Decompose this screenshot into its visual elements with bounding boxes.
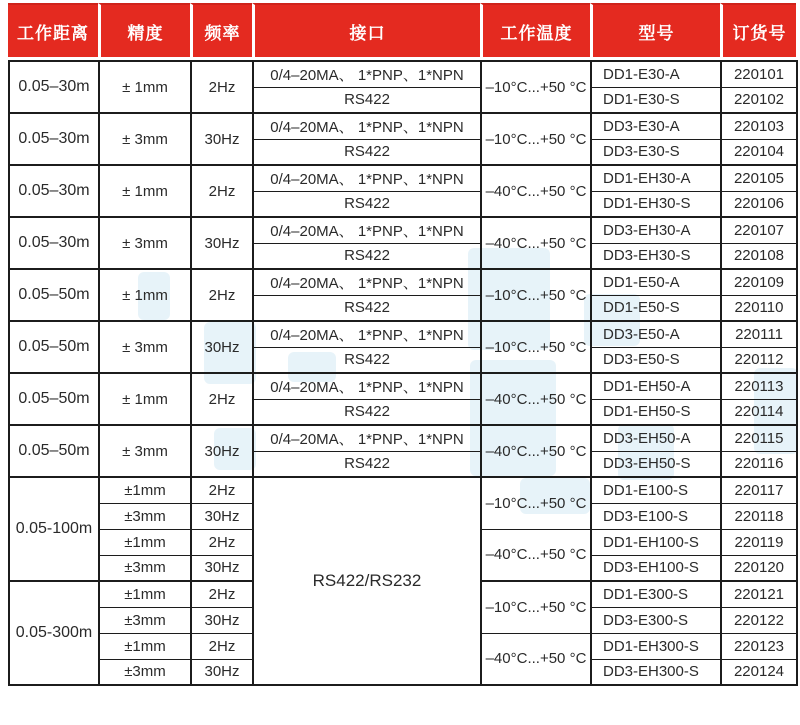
model-cell: DD3-E50-S bbox=[591, 347, 721, 373]
order-number-cell: 220110 bbox=[721, 295, 797, 321]
precision-cell: ± 1mm bbox=[99, 373, 191, 425]
table-row bbox=[9, 113, 797, 139]
header-working-temperature: 工作温度 bbox=[480, 3, 590, 57]
model-cell: DD3-E30-S bbox=[591, 139, 721, 165]
model-cell: DD1-EH100-S bbox=[591, 529, 721, 555]
frequency-cell: 2Hz bbox=[191, 165, 253, 217]
header-order-number: 订货号 bbox=[720, 3, 796, 57]
frequency-cell: 2Hz bbox=[191, 373, 253, 425]
header-interface: 接口 bbox=[252, 3, 480, 57]
interface-cell: 0/4–20MA、 1*PNP、1*NPN bbox=[253, 425, 481, 451]
precision-cell: ± 1mm bbox=[99, 165, 191, 217]
order-number-cell: 220102 bbox=[721, 87, 797, 113]
distance-cell: 0.05-100m bbox=[9, 477, 99, 581]
precision-cell: ±3mm bbox=[99, 503, 191, 529]
order-number-cell: 220118 bbox=[721, 503, 797, 529]
order-number-cell: 220122 bbox=[721, 607, 797, 633]
table-row bbox=[9, 425, 797, 451]
table-row bbox=[9, 269, 797, 295]
interface-cell: 0/4–20MA、 1*PNP、1*NPN bbox=[253, 113, 481, 139]
precision-cell: ± 3mm bbox=[99, 321, 191, 373]
frequency-cell: 30Hz bbox=[191, 555, 253, 581]
model-cell: DD3-E30-A bbox=[591, 113, 721, 139]
model-cell: DD3-EH50-S bbox=[591, 451, 721, 477]
interface-cell: RS422 bbox=[253, 399, 481, 425]
temperature-cell: –40°C...+50 °C bbox=[481, 217, 591, 269]
distance-cell: 0.05-300m bbox=[9, 581, 99, 685]
precision-cell: ± 3mm bbox=[99, 425, 191, 477]
frequency-cell: 30Hz bbox=[191, 113, 253, 165]
temperature-cell: –40°C...+50 °C bbox=[481, 373, 591, 425]
interface-cell: 0/4–20MA、 1*PNP、1*NPN bbox=[253, 269, 481, 295]
model-cell: DD3-EH30-A bbox=[591, 217, 721, 243]
order-number-cell: 220123 bbox=[721, 633, 797, 659]
temperature-cell: –40°C...+50 °C bbox=[481, 425, 591, 477]
frequency-cell: 2Hz bbox=[191, 633, 253, 659]
precision-cell: ±3mm bbox=[99, 659, 191, 685]
temperature-cell: –10°C...+50 °C bbox=[481, 321, 591, 373]
order-number-cell: 220106 bbox=[721, 191, 797, 217]
temperature-cell: –10°C...+50 °C bbox=[481, 477, 591, 529]
temperature-cell: –10°C...+50 °C bbox=[481, 581, 591, 633]
model-cell: DD3-EH300-S bbox=[591, 659, 721, 685]
precision-cell: ±3mm bbox=[99, 607, 191, 633]
model-cell: DD1-E50-S bbox=[591, 295, 721, 321]
distance-cell: 0.05–50m bbox=[9, 373, 99, 425]
interface-cell: 0/4–20MA、 1*PNP、1*NPN bbox=[253, 165, 481, 191]
frequency-cell: 2Hz bbox=[191, 581, 253, 607]
table-header bbox=[8, 3, 796, 57]
order-number-cell: 220109 bbox=[721, 269, 797, 295]
interface-cell: RS422 bbox=[253, 243, 481, 269]
temperature-cell: –40°C...+50 °C bbox=[481, 529, 591, 581]
interface-cell: RS422 bbox=[253, 191, 481, 217]
distance-cell: 0.05–30m bbox=[9, 61, 99, 113]
precision-cell: ± 1mm bbox=[99, 269, 191, 321]
frequency-cell: 2Hz bbox=[191, 61, 253, 113]
interface-cell: 0/4–20MA、 1*PNP、1*NPN bbox=[253, 61, 481, 87]
interface-cell: RS422 bbox=[253, 451, 481, 477]
table-row bbox=[9, 477, 797, 503]
header-working-distance: 工作距离 bbox=[8, 3, 98, 57]
order-number-cell: 220111 bbox=[721, 321, 797, 347]
order-number-cell: 220108 bbox=[721, 243, 797, 269]
interface-cell: 0/4–20MA、 1*PNP、1*NPN bbox=[253, 373, 481, 399]
model-cell: DD1-E300-S bbox=[591, 581, 721, 607]
precision-cell: ±1mm bbox=[99, 581, 191, 607]
precision-cell: ± 3mm bbox=[99, 113, 191, 165]
distance-cell: 0.05–30m bbox=[9, 217, 99, 269]
interface-cell: RS422 bbox=[253, 87, 481, 113]
order-number-cell: 220115 bbox=[721, 425, 797, 451]
frequency-cell: 30Hz bbox=[191, 321, 253, 373]
frequency-cell: 2Hz bbox=[191, 477, 253, 503]
precision-cell: ±1mm bbox=[99, 633, 191, 659]
distance-cell: 0.05–30m bbox=[9, 165, 99, 217]
model-cell: DD1-E100-S bbox=[591, 477, 721, 503]
order-number-cell: 220120 bbox=[721, 555, 797, 581]
order-number-cell: 220104 bbox=[721, 139, 797, 165]
model-cell: DD1-EH30-A bbox=[591, 165, 721, 191]
temperature-cell: –40°C...+50 °C bbox=[481, 633, 591, 685]
temperature-cell: –40°C...+50 °C bbox=[481, 165, 591, 217]
order-number-cell: 220105 bbox=[721, 165, 797, 191]
order-number-cell: 220107 bbox=[721, 217, 797, 243]
table-row bbox=[9, 165, 797, 191]
model-cell: DD3-E100-S bbox=[591, 503, 721, 529]
frequency-cell: 30Hz bbox=[191, 425, 253, 477]
frequency-cell: 2Hz bbox=[191, 269, 253, 321]
spec-table bbox=[8, 60, 798, 686]
order-number-cell: 220113 bbox=[721, 373, 797, 399]
model-cell: DD3-E300-S bbox=[591, 607, 721, 633]
precision-cell: ±3mm bbox=[99, 555, 191, 581]
distance-cell: 0.05–30m bbox=[9, 113, 99, 165]
frequency-cell: 30Hz bbox=[191, 659, 253, 685]
precision-cell: ± 3mm bbox=[99, 217, 191, 269]
order-number-cell: 220103 bbox=[721, 113, 797, 139]
model-cell: DD1-EH50-A bbox=[591, 373, 721, 399]
interface-cell: 0/4–20MA、 1*PNP、1*NPN bbox=[253, 217, 481, 243]
model-cell: DD3-EH50-A bbox=[591, 425, 721, 451]
order-number-cell: 220101 bbox=[721, 61, 797, 87]
model-cell: DD3-EH30-S bbox=[591, 243, 721, 269]
model-cell: DD1-E30-A bbox=[591, 61, 721, 87]
table-row bbox=[9, 373, 797, 399]
header-model: 型号 bbox=[590, 3, 720, 57]
interface-cell: RS422/RS232 bbox=[253, 477, 481, 685]
precision-cell: ± 1mm bbox=[99, 61, 191, 113]
frequency-cell: 2Hz bbox=[191, 529, 253, 555]
order-number-cell: 220117 bbox=[721, 477, 797, 503]
precision-cell: ±1mm bbox=[99, 529, 191, 555]
order-number-cell: 220114 bbox=[721, 399, 797, 425]
temperature-cell: –10°C...+50 °C bbox=[481, 61, 591, 113]
header-frequency: 频率 bbox=[190, 3, 252, 57]
temperature-cell: –10°C...+50 °C bbox=[481, 269, 591, 321]
model-cell: DD1-E50-A bbox=[591, 269, 721, 295]
interface-cell: 0/4–20MA、 1*PNP、1*NPN bbox=[253, 321, 481, 347]
distance-cell: 0.05–50m bbox=[9, 269, 99, 321]
table-row bbox=[9, 217, 797, 243]
order-number-cell: 220121 bbox=[721, 581, 797, 607]
distance-cell: 0.05–50m bbox=[9, 321, 99, 373]
precision-cell: ±1mm bbox=[99, 477, 191, 503]
model-cell: DD1-EH300-S bbox=[591, 633, 721, 659]
model-cell: DD1-EH30-S bbox=[591, 191, 721, 217]
temperature-cell: –10°C...+50 °C bbox=[481, 113, 591, 165]
order-number-cell: 220112 bbox=[721, 347, 797, 373]
order-number-cell: 220124 bbox=[721, 659, 797, 685]
order-number-cell: 220116 bbox=[721, 451, 797, 477]
header-precision: 精度 bbox=[98, 3, 190, 57]
model-cell: DD3-E50-A bbox=[591, 321, 721, 347]
order-number-cell: 220119 bbox=[721, 529, 797, 555]
frequency-cell: 30Hz bbox=[191, 217, 253, 269]
frequency-cell: 30Hz bbox=[191, 503, 253, 529]
distance-cell: 0.05–50m bbox=[9, 425, 99, 477]
table-row bbox=[9, 321, 797, 347]
model-cell: DD1-EH50-S bbox=[591, 399, 721, 425]
model-cell: DD1-E30-S bbox=[591, 87, 721, 113]
frequency-cell: 30Hz bbox=[191, 607, 253, 633]
interface-cell: RS422 bbox=[253, 295, 481, 321]
interface-cell: RS422 bbox=[253, 347, 481, 373]
interface-cell: RS422 bbox=[253, 139, 481, 165]
model-cell: DD3-EH100-S bbox=[591, 555, 721, 581]
table-row bbox=[9, 61, 797, 87]
